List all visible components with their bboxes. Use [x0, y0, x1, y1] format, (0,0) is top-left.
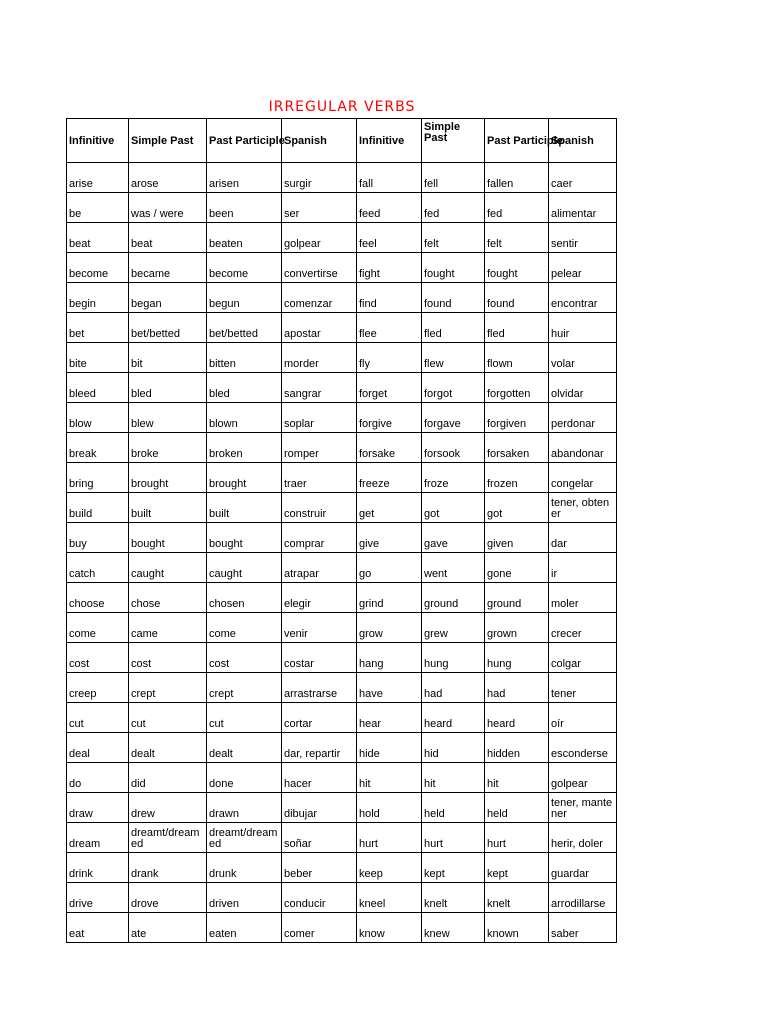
table-cell: knelt [485, 883, 549, 913]
table-row [67, 883, 617, 913]
table-cell: be [67, 193, 129, 223]
table-row [67, 583, 617, 613]
table-cell: encontrar [549, 283, 617, 313]
table-cell: done [207, 763, 282, 793]
table-cell: drink [67, 853, 129, 883]
table-cell: conducir [282, 883, 357, 913]
table-cell: tener [549, 673, 617, 703]
table-cell: bet [67, 313, 129, 343]
table-row [67, 163, 617, 193]
table-row [67, 253, 617, 283]
table-cell: had [422, 673, 485, 703]
table-cell: give [357, 523, 422, 553]
table-cell: feed [357, 193, 422, 223]
table-cell: dreamt/dreamed [129, 823, 207, 853]
table-cell: fight [357, 253, 422, 283]
table-cell: beaten [207, 223, 282, 253]
table-cell: build [67, 493, 129, 523]
table-cell: froze [422, 463, 485, 493]
table-cell: drive [67, 883, 129, 913]
table-cell: cost [207, 643, 282, 673]
table-cell: hacer [282, 763, 357, 793]
header-infinitive: Infinitive [67, 119, 129, 163]
table-cell: sentir [549, 223, 617, 253]
table-cell: romper [282, 433, 357, 463]
table-row [67, 403, 617, 433]
table-cell: broke [129, 433, 207, 463]
table-cell: cut [207, 703, 282, 733]
table-cell: cut [129, 703, 207, 733]
table-cell: golpear [549, 763, 617, 793]
table-cell: huir [549, 313, 617, 343]
table-cell: freeze [357, 463, 422, 493]
table-cell: forgotten [485, 373, 549, 403]
table-cell: hurt [357, 823, 422, 853]
table-cell: bet/betted [129, 313, 207, 343]
table-row [67, 313, 617, 343]
table-cell: hidden [485, 733, 549, 763]
table-cell: traer [282, 463, 357, 493]
table-cell: hit [485, 763, 549, 793]
table-cell: frozen [485, 463, 549, 493]
table-row [67, 703, 617, 733]
table-cell: abandonar [549, 433, 617, 463]
table-cell: drove [129, 883, 207, 913]
table-cell: brought [207, 463, 282, 493]
table-cell: caer [549, 163, 617, 193]
table-cell: drank [129, 853, 207, 883]
table-cell: hide [357, 733, 422, 763]
table-cell: hurt [422, 823, 485, 853]
table-cell: found [485, 283, 549, 313]
table-cell: bought [207, 523, 282, 553]
table-cell: knelt [422, 883, 485, 913]
table-cell: flown [485, 343, 549, 373]
table-cell: crept [207, 673, 282, 703]
table-cell: kneel [357, 883, 422, 913]
table-cell: esconderse [549, 733, 617, 763]
table-cell: forgave [422, 403, 485, 433]
table-cell: surgir [282, 163, 357, 193]
table-cell: crecer [549, 613, 617, 643]
table-cell: construir [282, 493, 357, 523]
table-cell: been [207, 193, 282, 223]
table-cell: had [485, 673, 549, 703]
table-cell: knew [422, 913, 485, 943]
table-cell: grind [357, 583, 422, 613]
table-cell: buy [67, 523, 129, 553]
table-cell: blown [207, 403, 282, 433]
table-cell: morder [282, 343, 357, 373]
table-row [67, 643, 617, 673]
table-cell: venir [282, 613, 357, 643]
header-infinitive-2: Infinitive [357, 119, 422, 163]
table-cell: forsook [422, 433, 485, 463]
table-cell: grew [422, 613, 485, 643]
table-cell: gave [422, 523, 485, 553]
table-cell: creep [67, 673, 129, 703]
table-cell: caught [207, 553, 282, 583]
table-cell: forget [357, 373, 422, 403]
table-cell: ground [485, 583, 549, 613]
table-cell: guardar [549, 853, 617, 883]
table-cell: grow [357, 613, 422, 643]
table-row [67, 673, 617, 703]
table-row [67, 733, 617, 763]
table-cell: began [129, 283, 207, 313]
table-cell: bit [129, 343, 207, 373]
table-cell: moler [549, 583, 617, 613]
table-row [67, 433, 617, 463]
table-row [67, 463, 617, 493]
table-cell: catch [67, 553, 129, 583]
table-cell: felt [422, 223, 485, 253]
table-cell: sangrar [282, 373, 357, 403]
table-row [67, 553, 617, 583]
page-title: IRREGULAR VERBS [268, 99, 416, 115]
table-cell: built [207, 493, 282, 523]
table-cell: become [67, 253, 129, 283]
table-cell: crept [129, 673, 207, 703]
table-cell: forgiven [485, 403, 549, 433]
table-cell: gone [485, 553, 549, 583]
table-cell: driven [207, 883, 282, 913]
table-cell: did [129, 763, 207, 793]
table-cell: grown [485, 613, 549, 643]
table-cell: brought [129, 463, 207, 493]
table-row [67, 793, 617, 823]
table-cell: beat [67, 223, 129, 253]
table-cell: dibujar [282, 793, 357, 823]
table-cell: forsake [357, 433, 422, 463]
table-cell: soplar [282, 403, 357, 433]
table-cell: come [207, 613, 282, 643]
table-cell: ir [549, 553, 617, 583]
table-cell: flew [422, 343, 485, 373]
table-cell: bled [207, 373, 282, 403]
table-cell: cost [129, 643, 207, 673]
table-cell: arose [129, 163, 207, 193]
table-cell: draw [67, 793, 129, 823]
table-cell: caught [129, 553, 207, 583]
table-cell: apostar [282, 313, 357, 343]
table-cell: blew [129, 403, 207, 433]
table-cell: given [485, 523, 549, 553]
header-past-participle: Past Participle [207, 119, 282, 163]
table-cell: hear [357, 703, 422, 733]
table-cell: hit [357, 763, 422, 793]
table-cell: break [67, 433, 129, 463]
table-cell: soñar [282, 823, 357, 853]
table-cell: have [357, 673, 422, 703]
table-cell: fallen [485, 163, 549, 193]
table-cell: tener, obtener [549, 493, 617, 523]
header-past-participle-2: Past Participle [485, 119, 549, 163]
table-cell: held [422, 793, 485, 823]
table-cell: bought [129, 523, 207, 553]
table-cell: fled [485, 313, 549, 343]
table-cell: saber [549, 913, 617, 943]
table-cell: arrodillarse [549, 883, 617, 913]
table-cell: convertirse [282, 253, 357, 283]
table-cell: forgive [357, 403, 422, 433]
table-row [67, 823, 617, 853]
table-cell: oír [549, 703, 617, 733]
table-cell: went [422, 553, 485, 583]
table-cell: arisen [207, 163, 282, 193]
table-cell: hung [422, 643, 485, 673]
table-cell: came [129, 613, 207, 643]
table-cell: bring [67, 463, 129, 493]
table-header-row [67, 119, 617, 163]
table-cell: deal [67, 733, 129, 763]
table-cell: dealt [129, 733, 207, 763]
table-cell: comenzar [282, 283, 357, 313]
table-cell: fed [422, 193, 485, 223]
table-cell: fled [422, 313, 485, 343]
table-cell: elegir [282, 583, 357, 613]
table-row [67, 373, 617, 403]
table-cell: chosen [207, 583, 282, 613]
table-cell: colgar [549, 643, 617, 673]
table-cell: bled [129, 373, 207, 403]
table-cell: cost [67, 643, 129, 673]
table-cell: drew [129, 793, 207, 823]
table-cell: heard [485, 703, 549, 733]
table-cell: costar [282, 643, 357, 673]
table-cell: kept [485, 853, 549, 883]
table-cell: became [129, 253, 207, 283]
table-cell: come [67, 613, 129, 643]
table-cell: volar [549, 343, 617, 373]
table-cell: kept [422, 853, 485, 883]
header-spanish: Spanish [282, 119, 357, 163]
table-cell: forgot [422, 373, 485, 403]
table-cell: heard [422, 703, 485, 733]
table-cell: hold [357, 793, 422, 823]
table-cell: find [357, 283, 422, 313]
table-cell: congelar [549, 463, 617, 493]
table-cell: known [485, 913, 549, 943]
table-cell: become [207, 253, 282, 283]
table-row [67, 523, 617, 553]
table-cell: dreamt/dreamed [207, 823, 282, 853]
table-row [67, 193, 617, 223]
table-cell: got [485, 493, 549, 523]
table-cell: alimentar [549, 193, 617, 223]
table-row [67, 223, 617, 253]
table-cell: hit [422, 763, 485, 793]
table-cell: got [422, 493, 485, 523]
table-cell: hung [485, 643, 549, 673]
table-cell: bleed [67, 373, 129, 403]
table-cell: fall [357, 163, 422, 193]
table-cell: fed [485, 193, 549, 223]
table-cell: do [67, 763, 129, 793]
table-cell: bet/betted [207, 313, 282, 343]
table-cell: was / were [129, 193, 207, 223]
table-cell: begin [67, 283, 129, 313]
table-row [67, 853, 617, 883]
table-cell: cortar [282, 703, 357, 733]
table-cell: forsaken [485, 433, 549, 463]
table-cell: ate [129, 913, 207, 943]
table-cell: flee [357, 313, 422, 343]
header-simple-past-2: Simple Past [422, 119, 485, 163]
table-cell: dar [549, 523, 617, 553]
table-cell: dar, repartir [282, 733, 357, 763]
table-cell: fought [485, 253, 549, 283]
table-cell: fought [422, 253, 485, 283]
table-cell: beat [129, 223, 207, 253]
table-cell: feel [357, 223, 422, 253]
table-cell: comprar [282, 523, 357, 553]
table-cell: go [357, 553, 422, 583]
table-cell: perdonar [549, 403, 617, 433]
table-row [67, 283, 617, 313]
table-cell: hid [422, 733, 485, 763]
table-cell: built [129, 493, 207, 523]
table-cell: eaten [207, 913, 282, 943]
table-cell: get [357, 493, 422, 523]
header-simple-past: Simple Past [129, 119, 207, 163]
table-row [67, 493, 617, 523]
table-row [67, 763, 617, 793]
table-cell: found [422, 283, 485, 313]
table-cell: broken [207, 433, 282, 463]
table-row [67, 613, 617, 643]
table-cell: atrapar [282, 553, 357, 583]
table-cell: drawn [207, 793, 282, 823]
table-cell: bitten [207, 343, 282, 373]
table-cell: ground [422, 583, 485, 613]
table-cell: dealt [207, 733, 282, 763]
irregular-verbs-table [66, 118, 617, 943]
table-cell: hang [357, 643, 422, 673]
table-cell: chose [129, 583, 207, 613]
table-cell: hurt [485, 823, 549, 853]
table-cell: herir, doler [549, 823, 617, 853]
table-row [67, 343, 617, 373]
table-cell: fell [422, 163, 485, 193]
table-cell: arise [67, 163, 129, 193]
table-cell: arrastrarse [282, 673, 357, 703]
table-cell: dream [67, 823, 129, 853]
table-cell: choose [67, 583, 129, 613]
table-cell: cut [67, 703, 129, 733]
table-cell: begun [207, 283, 282, 313]
table-cell: eat [67, 913, 129, 943]
table-cell: tener, mantener [549, 793, 617, 823]
table-cell: golpear [282, 223, 357, 253]
table-cell: blow [67, 403, 129, 433]
table-cell: bite [67, 343, 129, 373]
header-spanish-2: Spanish [549, 119, 617, 163]
table-cell: keep [357, 853, 422, 883]
table-cell: held [485, 793, 549, 823]
table-cell: comer [282, 913, 357, 943]
table-cell: olvidar [549, 373, 617, 403]
table-cell: felt [485, 223, 549, 253]
table-cell: ser [282, 193, 357, 223]
table-cell: drunk [207, 853, 282, 883]
table-cell: know [357, 913, 422, 943]
table-cell: beber [282, 853, 357, 883]
table-cell: fly [357, 343, 422, 373]
table-cell: pelear [549, 253, 617, 283]
table-row [67, 913, 617, 943]
